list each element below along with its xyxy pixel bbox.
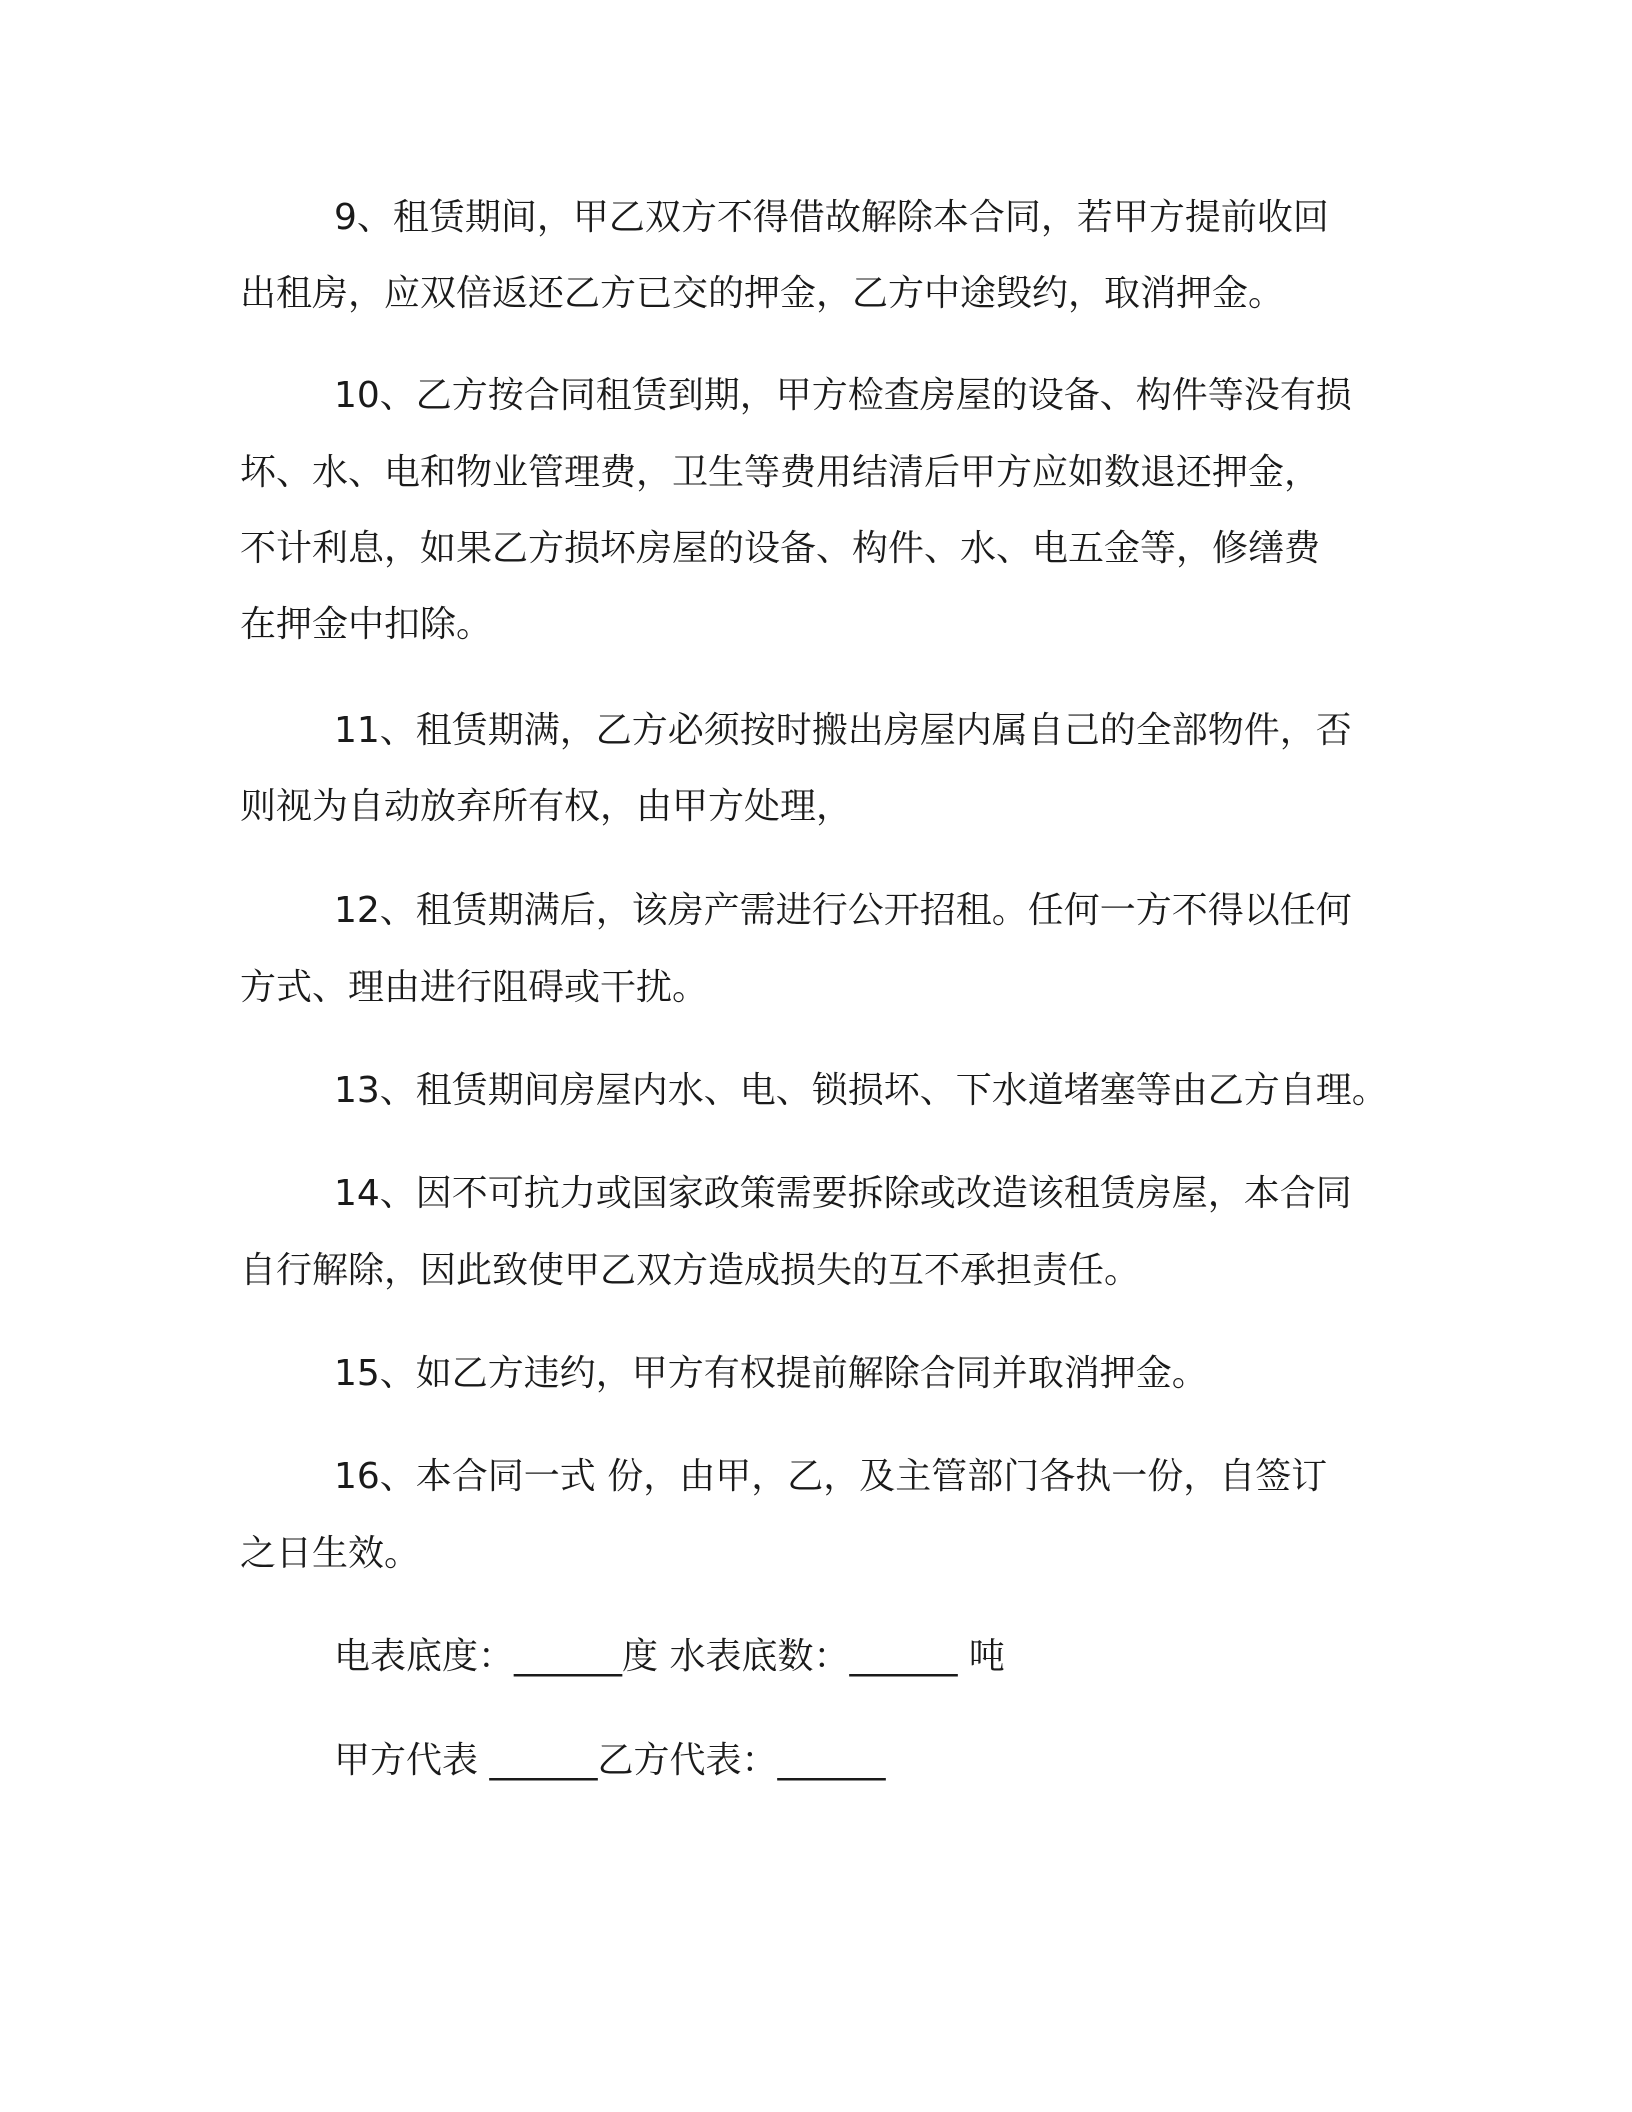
clause-16-line-2: 之日生效。 xyxy=(240,1533,421,1574)
clause-10-line-2: 坏、水、电和物业管理费，卫生等费用结清后甲方应如数退还押金， xyxy=(240,452,1321,493)
clause-12-line-1: 12、租赁期满后，该房产需进行公开招租。任何一方不得以任何 xyxy=(334,890,1352,931)
clause-16-line-1: 16、本合同一式 份，由甲，乙，及主管部门各执一份，自签订 xyxy=(334,1456,1328,1497)
clause-9-line-1: 9、租赁期间，甲乙双方不得借故解除本合同，若甲方提前收回 xyxy=(334,197,1329,238)
meter-readings-line: 电表底度：______度 水表底数：______ 吨 xyxy=(334,1636,1005,1677)
clause-10-line-1: 10、乙方按合同租赁到期，甲方检查房屋的设备、构件等没有损 xyxy=(334,375,1352,416)
clause-11-line-1: 11、租赁期满，乙方必须按时搬出房屋内属自己的全部物件，否 xyxy=(334,710,1352,751)
signature-line: 甲方代表 ______乙方代表：______ xyxy=(334,1740,886,1781)
clause-14-line-1: 14、因不可抗力或国家政策需要拆除或改造该租赁房屋，本合同 xyxy=(334,1173,1352,1214)
clause-13-line-1: 13、租赁期间房屋内水、电、锁损坏、下水道堵塞等由乙方自理。 xyxy=(334,1070,1388,1111)
clause-10-line-4: 在押金中扣除。 xyxy=(240,604,493,645)
clause-14-line-2: 自行解除，因此致使甲乙双方造成损失的互不承担责任。 xyxy=(240,1250,1141,1291)
clause-15-line-1: 15、如乙方违约，甲方有权提前解除合同并取消押金。 xyxy=(334,1353,1208,1394)
clause-10-line-3: 不计利息，如果乙方损坏房屋的设备、构件、水、电五金等，修缮费 xyxy=(240,528,1321,569)
clause-9-line-2: 出租房，应双倍返还乙方已交的押金，乙方中途毁约，取消押金。 xyxy=(240,273,1285,314)
clause-12-line-2: 方式、理由进行阻碍或干扰。 xyxy=(240,967,709,1008)
clause-11-line-2: 则视为自动放弃所有权，由甲方处理， xyxy=(240,786,853,827)
